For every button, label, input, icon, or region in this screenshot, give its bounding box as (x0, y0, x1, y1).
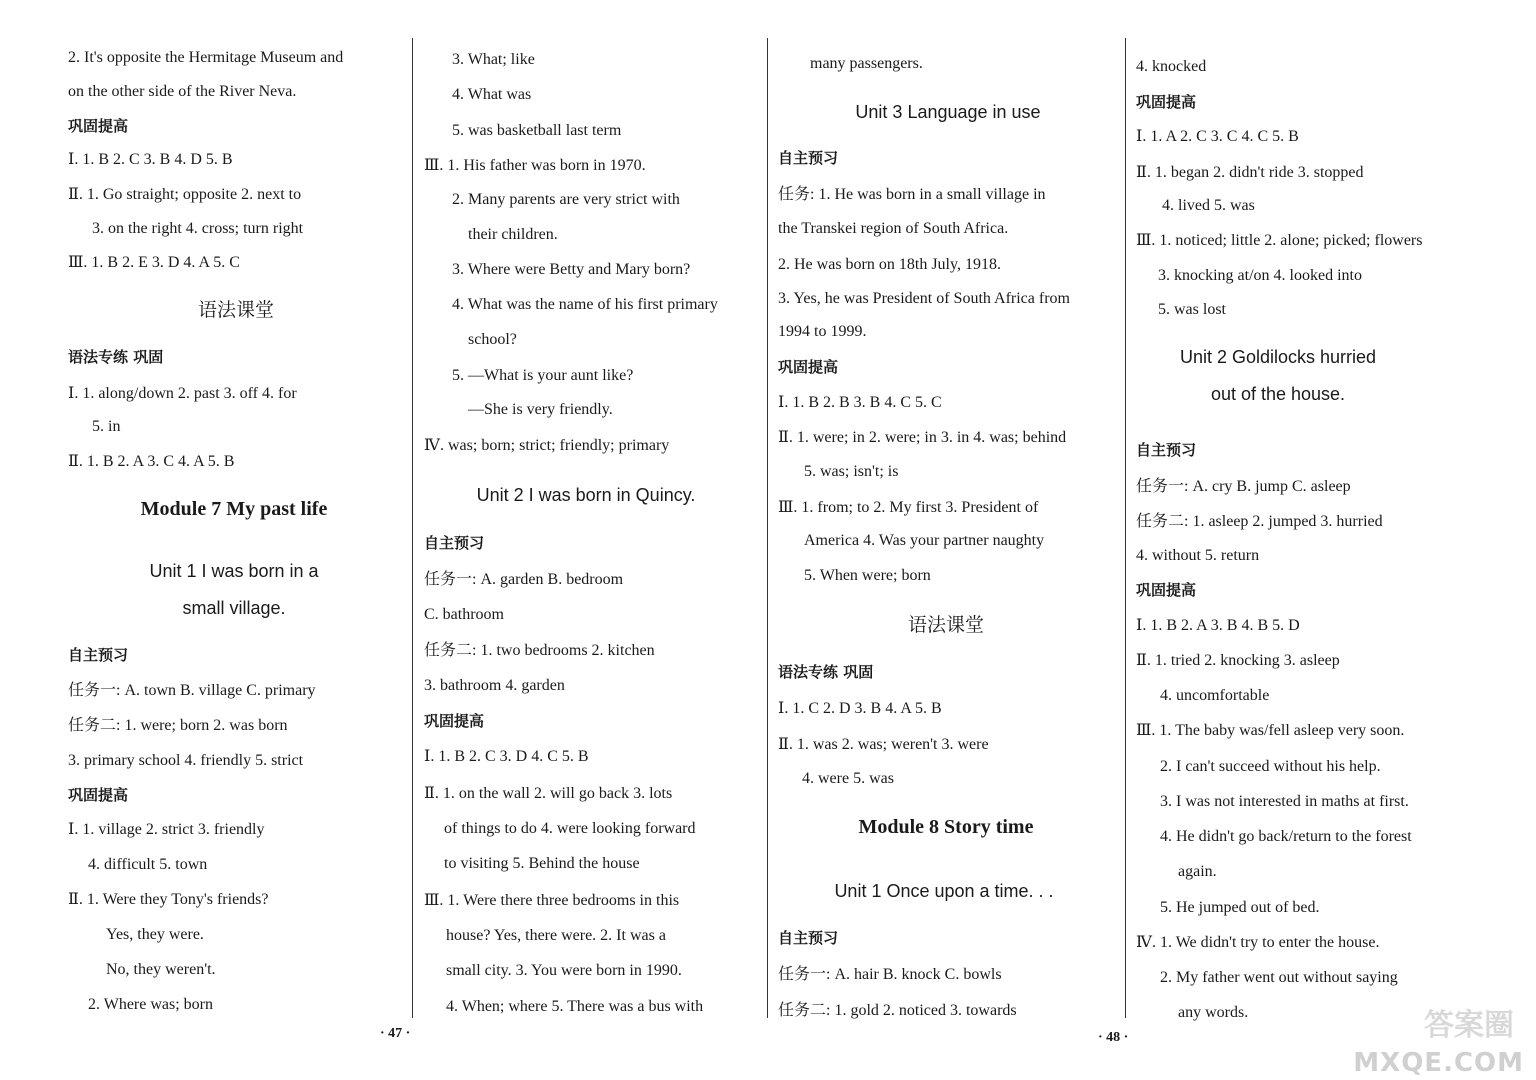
answer-line: 2. Where was; born (88, 996, 213, 1013)
answer-line: school? (468, 331, 517, 348)
column-divider (767, 38, 768, 1018)
answer-line: house? Yes, there were. 2. It was a (446, 927, 666, 944)
answer-line: 3. knocking at/on 4. looked into (1158, 267, 1362, 284)
answer-line: 4. difficult 5. town (88, 856, 208, 873)
answer-line: Ⅰ. 1. A 2. C 3. C 4. C 5. B (1136, 128, 1299, 145)
section-heading: 自主预习 (1136, 441, 1197, 459)
answer-line: again. (1178, 863, 1217, 880)
section-heading: 巩固提高 (778, 358, 839, 376)
answer-line: Ⅰ. 1. B 2. C 3. D 4. C 5. B (424, 748, 589, 765)
answer-line: Ⅱ. 1. Go straight; opposite 2. next to (68, 186, 302, 203)
answer-line: Ⅱ. 1. tried 2. knocking 3. asleep (1136, 652, 1340, 669)
answer-line: 4. without 5. return (1136, 547, 1260, 564)
answer-line: 任务二: 1. were; born 2. was born (68, 717, 288, 734)
answer-line: 4. What was the name of his first primary (452, 296, 718, 313)
section-heading: 巩固提高 (68, 117, 129, 135)
unit-title: small village. (182, 598, 286, 618)
section-heading: 巩固提高 (1136, 581, 1197, 599)
answer-line: 1994 to 1999. (778, 323, 867, 340)
answer-line: Ⅰ. 1. along/down 2. past 3. off 4. for (68, 385, 297, 402)
answer-line: 3. Where were Betty and Mary born? (452, 261, 691, 278)
answer-line: 3. Yes, he was President of South Africa from (778, 290, 1070, 307)
answer-line: 任务二: 1. gold 2. noticed 3. towards (778, 1002, 1017, 1019)
watermark-text: MXQE.COM (1353, 1048, 1524, 1078)
section-heading: 语法专练 巩固 (68, 348, 164, 366)
answer-line: 5. When were; born (804, 567, 931, 584)
answer-line: 5. He jumped out of bed. (1160, 899, 1320, 916)
section-heading: 自主预习 (778, 149, 839, 167)
watermark-badge: 答案圈 (1424, 1008, 1514, 1043)
answer-line: 5. was lost (1158, 301, 1226, 318)
answer-line: Ⅰ. 1. B 2. B 3. B 4. C 5. C (778, 394, 942, 411)
answer-line: 2. Many parents are very strict with (452, 191, 680, 208)
answer-line: 任务: 1. He was born in a small village in (778, 186, 1046, 203)
answer-line: 3. primary school 4. friendly 5. strict (68, 752, 304, 769)
answer-line: 2. My father went out without saying (1160, 969, 1398, 986)
answer-line: 3. bathroom 4. garden (424, 677, 565, 694)
answer-line: America 4. Was your partner naughty (804, 532, 1045, 549)
answer-line: on the other side of the River Neva. (68, 83, 297, 100)
answer-line: 3. What; like (452, 51, 535, 68)
answer-line: any words. (1178, 1004, 1249, 1021)
answer-line: the Transkei region of South Africa. (778, 220, 1009, 237)
answer-line: 3. I was not interested in maths at first. (1160, 793, 1409, 810)
section-heading: 自主预习 (778, 929, 839, 947)
answer-line: 2. He was born on 18th July, 1918. (778, 256, 1001, 273)
answer-line: Ⅲ. 1. Were there three bedrooms in this (424, 892, 680, 909)
unit-title: Unit 1 I was born in a (149, 561, 319, 581)
unit-title: Unit 3 Language in use (855, 102, 1041, 122)
answer-line: Ⅱ. 1. began 2. didn't ride 3. stopped (1136, 164, 1364, 181)
module-title: Module 7 My past life (140, 498, 328, 520)
answer-line: Yes, they were. (106, 926, 204, 943)
answer-line: Ⅲ. 1. His father was born in 1970. (424, 157, 646, 174)
answer-line: 4. lived 5. was (1162, 197, 1255, 214)
answer-line: Ⅲ. 1. noticed; little 2. alone; picked; flowers (1136, 232, 1423, 249)
answer-line: Ⅱ. 1. B 2. A 3. C 4. A 5. B (68, 453, 235, 470)
answer-line: 2. I can't succeed without his help. (1160, 758, 1381, 775)
answer-line: of things to do 4. were looking forward (444, 820, 696, 837)
page-number-left: · 47 · (380, 1026, 411, 1041)
answer-line: Ⅰ. 1. B 2. A 3. B 4. B 5. D (1136, 617, 1300, 634)
answer-line: 4. were 5. was (802, 770, 894, 787)
answer-line: to visiting 5. Behind the house (444, 855, 640, 872)
grammar-title: 语法课堂 (197, 299, 274, 321)
grammar-title: 语法课堂 (907, 614, 984, 636)
answer-line: Ⅲ. 1. from; to 2. My first 3. President of (778, 499, 1039, 516)
section-heading: 巩固提高 (424, 712, 485, 730)
unit-title: Unit 1 Once upon a time. . . (834, 881, 1054, 901)
answer-line: Ⅱ. 1. Were they Tony's friends? (68, 891, 269, 908)
answer-line: 3. on the right 4. cross; turn right (92, 220, 304, 237)
answer-line: No, they weren't. (106, 961, 216, 978)
section-heading: 巩固提高 (68, 786, 129, 804)
answer-line: 4. When; where 5. There was a bus with (446, 998, 704, 1015)
answer-line: Ⅲ. 1. B 2. E 3. D 4. A 5. C (68, 254, 240, 271)
answer-line: 任务一: A. town B. village C. primary (68, 682, 316, 699)
answer-line: small city. 3. You were born in 1990. (446, 962, 682, 979)
answer-line: Ⅳ. 1. We didn't try to enter the house. (1136, 934, 1380, 951)
page-number-right: · 48 · (1098, 1030, 1129, 1045)
answer-line: 任务一: A. cry B. jump C. asleep (1136, 478, 1351, 495)
answer-line: 任务一: A. hair B. knock C. bowls (778, 966, 1002, 983)
answer-line: Ⅳ. was; born; strict; friendly; primary (424, 437, 670, 454)
answer-line: 5. was basketball last term (452, 122, 622, 139)
answer-line: their children. (468, 226, 558, 243)
answer-line: Ⅰ. 1. village 2. strict 3. friendly (68, 821, 265, 838)
answer-line: 任务二: 1. two bedrooms 2. kitchen (424, 642, 655, 659)
answer-line: —She is very friendly. (468, 401, 613, 418)
unit-title: Unit 2 I was born in Quincy. (476, 485, 696, 505)
column-divider (412, 38, 413, 1018)
unit-title: Unit 2 Goldilocks hurried (1179, 347, 1377, 367)
answer-line: Ⅱ. 1. were; in 2. were; in 3. in 4. was; behind (778, 429, 1067, 446)
answer-line: Ⅲ. 1. The baby was/fell asleep very soon. (1136, 722, 1405, 739)
watermark-logo (1342, 1000, 1532, 1080)
answer-line: Ⅰ. 1. B 2. C 3. B 4. D 5. B (68, 151, 233, 168)
answer-line: 4. What was (452, 86, 532, 103)
answer-line: many passengers. (810, 55, 923, 72)
answer-line: 2. It's opposite the Hermitage Museum and (68, 49, 344, 66)
answer-line: 4. knocked (1136, 58, 1207, 75)
section-heading: 自主预习 (68, 646, 129, 664)
answer-line: Ⅱ. 1. was 2. was; weren't 3. were (778, 736, 989, 753)
answer-line: 5. was; isn't; is (804, 463, 899, 480)
answer-line: 4. uncomfortable (1160, 687, 1270, 704)
answer-line: 任务一: A. garden B. bedroom (424, 571, 624, 588)
section-heading: 自主预习 (424, 534, 485, 552)
column-divider (1125, 38, 1126, 1018)
answer-line: 5. in (92, 418, 121, 435)
answer-line: Ⅰ. 1. C 2. D 3. B 4. A 5. B (778, 700, 942, 717)
unit-title: out of the house. (1210, 384, 1346, 404)
module-title: Module 8 Story time (858, 816, 1034, 838)
section-heading: 巩固提高 (1136, 93, 1197, 111)
answer-line: Ⅱ. 1. on the wall 2. will go back 3. lots (424, 785, 673, 802)
answer-line: C. bathroom (424, 606, 504, 623)
answer-line: 4. He didn't go back/return to the forest (1160, 828, 1412, 845)
answer-line: 任务二: 1. asleep 2. jumped 3. hurried (1136, 513, 1383, 530)
answer-line: 5. —What is your aunt like? (452, 367, 634, 384)
section-heading: 语法专练 巩固 (778, 663, 874, 681)
